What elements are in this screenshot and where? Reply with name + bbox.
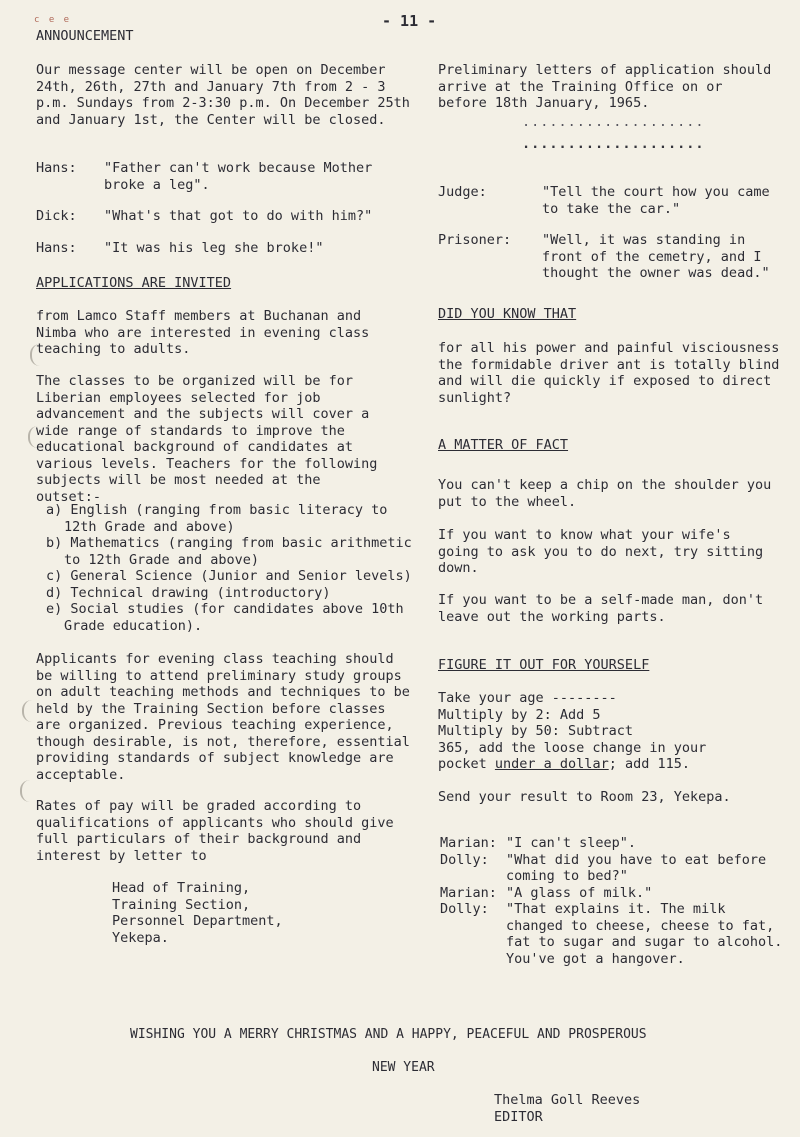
speaker: Judge: <box>438 184 487 200</box>
address-line: Head of Training, <box>112 880 251 896</box>
speech: "A glass of milk." <box>506 884 653 901</box>
list-item: a) English (ranging from basic literacy to 12th Grade and above) <box>46 502 388 535</box>
binder-mark <box>22 700 32 722</box>
dots-divider: .................... <box>522 114 705 130</box>
preliminary-paragraph: Preliminary letters of application should arrive at the Training Office on or before 18th January, 1965. <box>438 62 772 111</box>
applications-classes: The classes to be organized will be for Liberian employees selected for job advancement and the subjects will cover a wide range of standards to improve the educational background of candidates at various levels. Teachers for the following subjects will be most needed at the outset:- <box>36 373 378 505</box>
fact-item: If you want to be a self-made man, don't leave out the working parts. <box>438 592 764 625</box>
speech: "Well, it was standing in front of the cemetry, and I thought the owner was dead." <box>542 232 770 281</box>
step-line: Multiply by 2: Add 5 <box>438 706 601 723</box>
speaker: Dick: <box>36 208 77 224</box>
list-item: c) General Science (Junior and Senior levels) <box>46 568 412 584</box>
dialogue-line <box>438 184 778 217</box>
marian-joke <box>440 835 785 967</box>
speaker: Prisoner: <box>438 232 512 248</box>
announcement-heading: ANNOUNCEMENT <box>36 28 134 44</box>
list-item: d) Technical drawing (introductory) <box>46 584 331 601</box>
speaker: Hans: <box>36 160 77 176</box>
closing-greeting: WISHING YOU A MERRY CHRISTMAS AND A HAPPY, PEACEFUL AND PROSPEROUS <box>130 1027 647 1042</box>
fact-item: If you want to know what your wife's going to ask you to do next, try sitting down. <box>438 527 764 576</box>
fact-item: You can't keep a chip on the shoulder you put to the wheel. <box>438 477 772 510</box>
speaker: Dolly: <box>440 851 489 868</box>
binder-mark <box>20 780 30 802</box>
page-number: - 11 - <box>382 12 437 30</box>
corner-marks: c e e <box>34 15 72 25</box>
rates-paragraph: Rates of pay will be graded according to qualifications of applicants who should give full particulars of their background and interest by letter to <box>36 798 394 864</box>
dialogue-line <box>440 901 785 967</box>
address-block <box>112 880 372 946</box>
address-line: Yekepa. <box>112 929 169 946</box>
announcement-text: Our message center will be open on December 24th, 26th, 27th and January 7th from 2 - 3 p.m. Sundays from 2-3:30 p.m. On December 25th and January 1st, the Center will be closed. <box>36 62 410 128</box>
dialogue-line <box>438 232 778 282</box>
dialogue-line <box>440 885 785 902</box>
list-item: b) Mathematics (ranging from basic arithmetic to 12th Grade and above) <box>46 535 412 568</box>
applicants-paragraph: Applicants for evening class teaching should be willing to attend preliminary study groups on adult teaching methods and techniques to be held by the Training Section before classes are organized. Previous teaching experience, though desirable, is not, therefore, essential providing standards of subject knowledge are acceptable. <box>36 651 410 783</box>
speech: "What's that got to do with him?" <box>104 208 373 224</box>
closing-greeting-line2: NEW YEAR <box>372 1060 435 1075</box>
step-line: Take your age -------- <box>438 690 617 706</box>
speech: "Father can't work because Mother broke a leg". <box>104 160 373 193</box>
dialogue-line <box>36 240 376 257</box>
speech: "Tell the court how you came to take the car." <box>542 184 770 217</box>
hans-joke <box>36 160 376 256</box>
step-text: pocket <box>438 756 495 772</box>
applications-intro: from Lamco Staff members at Buchanan and Nimba who are interested in evening class teaching to adults. <box>36 308 370 357</box>
list-item: e) Social studies (for candidates above 10th Grade education). <box>46 601 404 634</box>
speech: "That explains it. The milk changed to cheese, cheese to fat, fat to sugar and sugar to alcohol. You've got a hangover. <box>506 901 783 967</box>
editor-name: Thelma Goll Reeves <box>494 1092 641 1108</box>
send-result-line: Send your result to Room 23, Yekepa. <box>438 789 731 805</box>
speaker: Hans: <box>36 239 77 256</box>
speech: "It was his leg she broke!" <box>104 239 324 256</box>
did-you-know-heading: DID YOU KNOW THAT <box>438 306 577 322</box>
speech: "I can't sleep". <box>506 835 637 851</box>
editor-title: EDITOR <box>494 1109 543 1125</box>
step-text: ; add 115. <box>608 756 690 772</box>
speaker: Marian: <box>440 884 497 901</box>
figure-it-out-steps <box>438 690 788 773</box>
dialogue-line <box>36 208 376 225</box>
step-line: 365, add the loose change in your <box>438 739 707 756</box>
applications-heading: APPLICATIONS ARE INVITED <box>36 275 232 291</box>
dialogue-line <box>36 160 376 193</box>
dialogue-line <box>440 835 785 852</box>
subjects-list <box>36 502 416 634</box>
did-you-know-text: for all his power and painful visciousness the formidable driver ant is totally blind and will die quickly if exposed to direct sunlight? <box>438 340 780 406</box>
step-line <box>438 756 788 773</box>
step-line: Multiply by 50: Subtract <box>438 723 634 739</box>
figure-it-out-heading: FIGURE IT OUT FOR YOURSELF <box>438 657 650 673</box>
step-underlined-text: under a dollar <box>494 756 609 772</box>
speaker: Marian: <box>440 835 497 851</box>
address-line: Training Section, <box>112 896 251 913</box>
speaker: Dolly: <box>440 901 489 917</box>
dialogue-line <box>440 852 785 885</box>
address-line: Personnel Department, <box>112 913 283 929</box>
judge-joke <box>438 184 778 282</box>
speech: "What did you have to eat before coming to bed?" <box>506 851 767 884</box>
matter-of-fact-heading: A MATTER OF FACT <box>438 437 569 453</box>
dots-divider-bold: .................... <box>522 136 705 152</box>
